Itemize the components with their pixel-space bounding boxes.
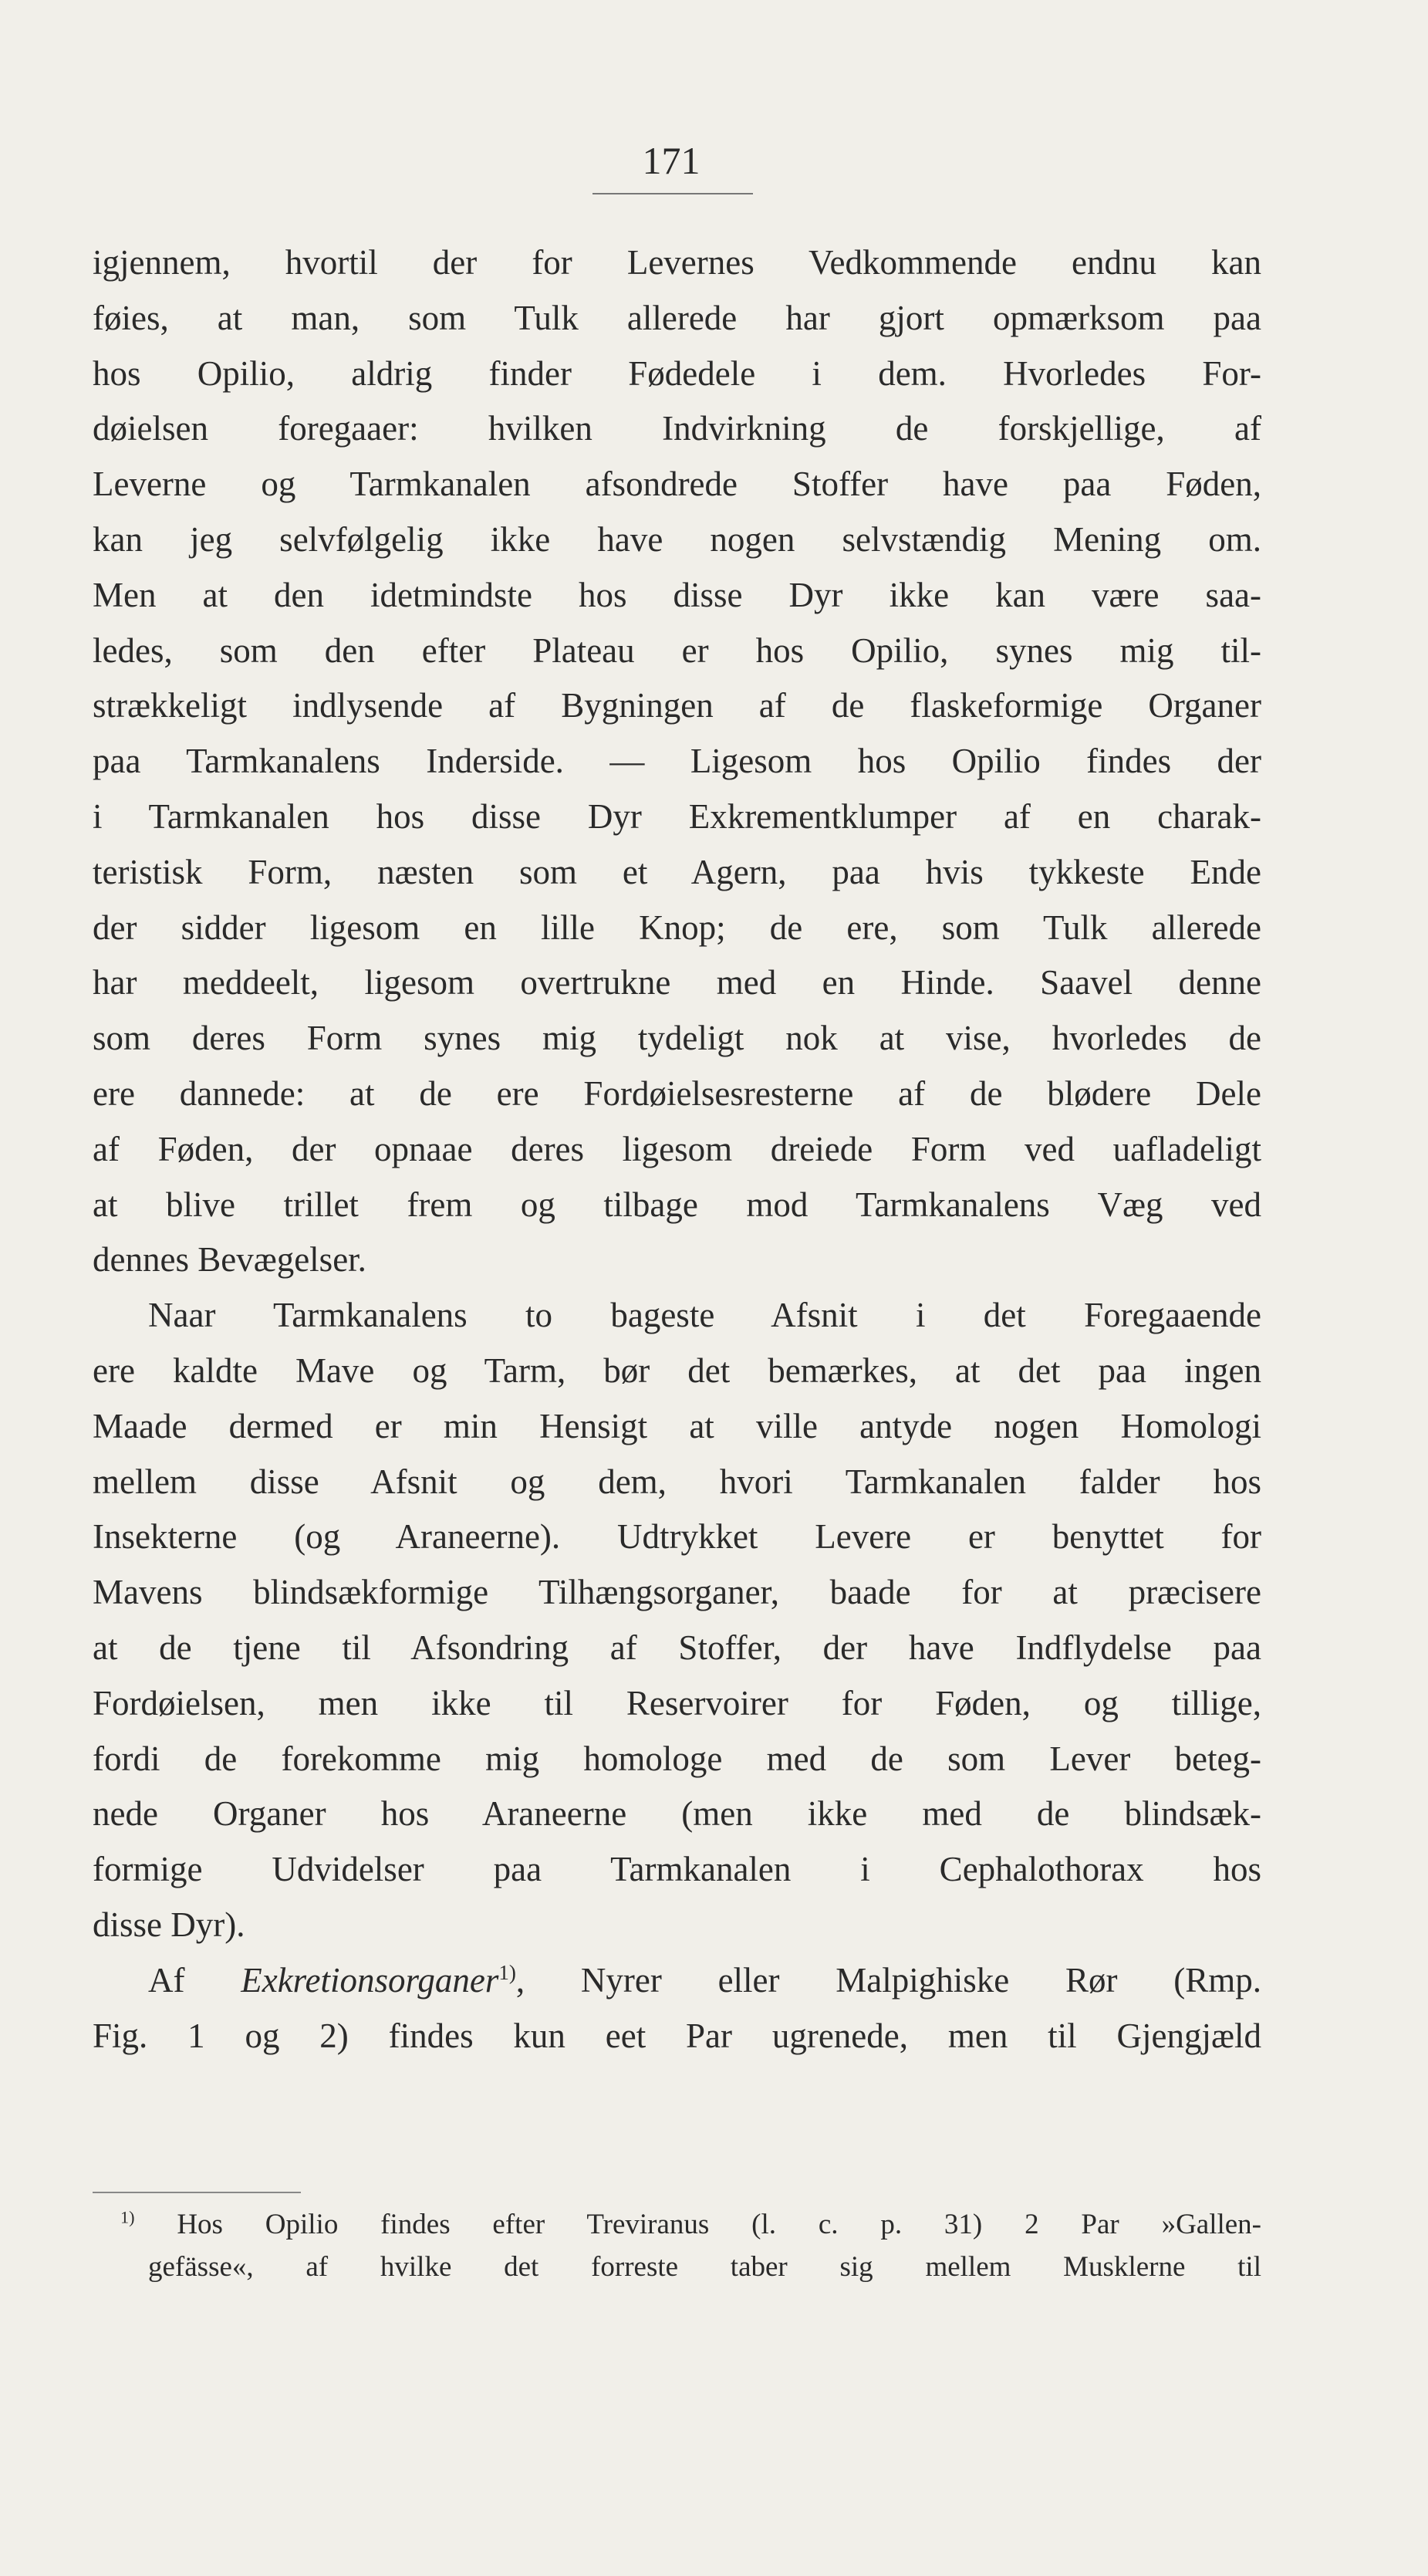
footnote-rule [93,2192,301,2193]
text-line: Insekterne (og Araneerne). Udtrykket Levere er benyttet for [93,1517,1261,1557]
text-line: ere dannede: at de ere Fordøielsesresterne af de blødere Dele [93,1073,1261,1113]
text-line: paa Tarmkanalens Inderside. — Ligesom hos Opilio findes der [93,742,1261,781]
paragraph-3 [93,1953,1261,2064]
text-fragment: Af [148,1960,241,2000]
footnote-line [93,2203,1261,2246]
text-line: igjennem, hvortil der for Levernes Vedkommende endnu kan [93,243,1261,282]
text-line: ledes, som den efter Plateau er hos Opilio, synes mig til- [93,630,1261,670]
text-line: af Føden, der opnaae deres ligesom dreiede Form ved uafladeligt [93,1129,1261,1168]
text-line: Naar Tarmkanalens to bageste Afsnit i det Foregaaende [148,1296,1261,1335]
footnote-marker-number: 1 [120,2207,130,2227]
page-number: 171 [642,139,700,182]
text-line: føies, at man, som Tulk allerede har gjort opmærksom paa [93,298,1261,337]
text-line [93,1953,1261,2009]
italic-term: Exkretionsorganer [241,1960,499,2000]
text-line: Mavens blindsækformige Tilhængsorganer, baade for at præcisere [93,1573,1261,1612]
body-text [93,235,1261,2064]
text-line: Fordøielsen, men ikke til Reservoirer for Føden, og tillige, [93,1683,1261,1722]
text-line: som deres Form synes mig tydeligt nok at vise, hvorledes de [93,1019,1261,1058]
text-line: der sidder ligesom en lille Knop; de ere, som Tulk allerede [93,908,1261,947]
text-line: mellem disse Afsnit og dem, hvori Tarmkanalen falder hos [93,1462,1261,1501]
footnote-reference: 1) [498,1960,516,1984]
text-line: i Tarmkanalen hos disse Dyr Exkrementklumper af en charak- [93,796,1261,836]
text-line: Men at den idetmindste hos disse Dyr ikke kan være saa- [93,575,1261,614]
text-line: disse Dyr). [93,1905,245,1944]
text-line: hos Opilio, aldrig finder Fødedele i dem. Hvorledes For- [93,353,1261,393]
paragraph-1 [93,235,1261,1288]
text-line: nede Organer hos Araneerne (men ikke med de blindsæk- [93,1794,1261,1834]
text-line: døielsen foregaaer: hvilken Indvirkning de forskjellige, af [93,409,1261,448]
text-line: Fig. 1 og 2) findes kun eet Par ugrenede, men til Gjengjæld [93,2016,1261,2055]
text-line: fordi de forekomme mig homologe med de som Lever beteg- [93,1739,1261,1778]
footnote-text: Hos Opilio findes efter Treviranus (l. c. p. 31) 2 Par »Gallen- [177,2209,1262,2240]
text-line: dennes Bevægelser. [93,1240,366,1280]
text-line: at de tjene til Afsondring af Stoffer, der have Indflydelse paa [93,1628,1261,1667]
text-line: strækkeligt indlysende af Bygningen af de flaskeformige Organer [93,686,1261,725]
page-number-rule [592,193,753,194]
footnotes [93,2203,1261,2288]
footnote-line: gefässe«, af hvilke det forreste taber sig mellem Musklerne til [148,2251,1261,2283]
text-line: teristisk Form, næsten som et Agern, paa hvis tykkeste Ende [93,852,1261,891]
text-line: har meddeelt, ligesom overtrukne med en Hinde. Saavel denne [93,963,1261,1002]
footnote-marker: 1) [120,2207,135,2227]
text-fragment: , Nyrer eller Malpighiske Rør (Rmp. [515,1960,1262,2000]
text-line: kan jeg selvfølgelig ikke have nogen selvstændig Mening om. [93,519,1261,559]
text-line: ere kaldte Mave og Tarm, bør det bemærkes, at det paa ingen [93,1351,1261,1390]
text-line: Maade dermed er min Hensigt at ville antyde nogen Homologi [93,1406,1261,1445]
text-line: formige Udvidelser paa Tarmkanalen i Cephalothorax hos [93,1850,1261,1889]
text-line: Leverne og Tarmkanalen afsondrede Stoffer have paa Føden, [93,465,1261,504]
text-line: at blive trillet frem og tilbage mod Tarmkanalens Væg ved [93,1185,1261,1224]
paragraph-2 [93,1288,1261,1953]
footnote-ref-number: 1 [498,1960,509,1984]
